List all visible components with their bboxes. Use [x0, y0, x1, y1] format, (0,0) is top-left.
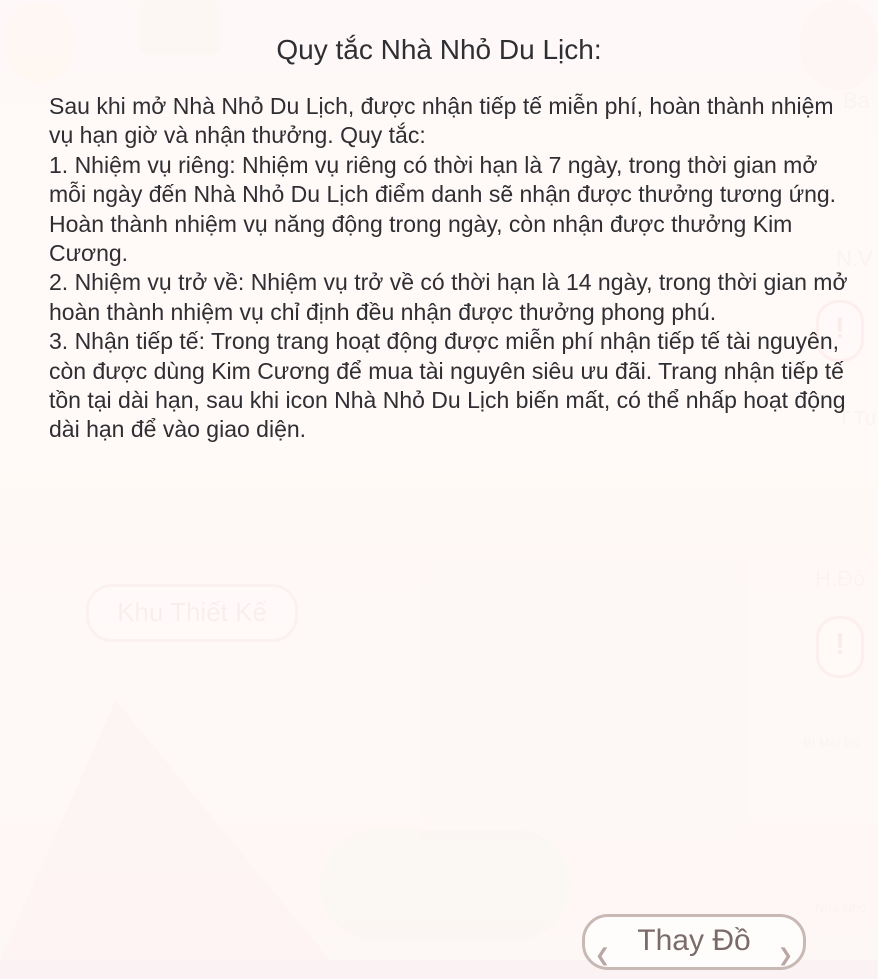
rule-item: 2. Nhiệm vụ trở về: Nhiệm vụ trở về có thời hạn là 14 ngày, trong thời gian mở hoàn thành nhiệm vụ chỉ định đều nhận được thưởng phong phú. [49, 269, 848, 325]
change-outfit-button[interactable] [582, 914, 806, 970]
ornament-right-icon: ❯ [777, 945, 793, 965]
change-outfit-label: Thay Đồ [637, 924, 751, 957]
rule-item: 1. Nhiệm vụ riêng: Nhiệm vụ riêng có thời hạn là 7 ngày, trong thời gian mở mỗi ngày đến Nhà Nhỏ Du Lịch điểm danh sẽ nhận được thưởng tương ứng. Hoàn thành nhiệm vụ năng động trong ngày, còn nhận được thưởng Kim Cương. [49, 151, 837, 267]
rule-item: 3. Nhận tiếp tế: Trong trang hoạt động được miễn phí nhận tiếp tế tài nguyên, còn được dùng Kim Cương để mua tài nguyên siêu ưu đãi. Trang nhận tiếp tế tồn tại dài hạn, sau khi icon Nhà Nhỏ Du Lịch biến mất, có thể nhấp hoạt động dài hạn để vào giao diện. [49, 328, 846, 443]
rules-text [49, 92, 849, 445]
ornament-left-icon: ❮ [595, 945, 611, 965]
rules-title: Quy tắc Nhà Nhỏ Du Lịch: [276, 34, 602, 65]
rules-intro: Sau khi mở Nhà Nhỏ Du Lịch, được nhận tiếp tế miễn phí, hoàn thành nhiệm vụ hạn giờ và nhận thưởng. Quy tắc: [49, 93, 834, 149]
